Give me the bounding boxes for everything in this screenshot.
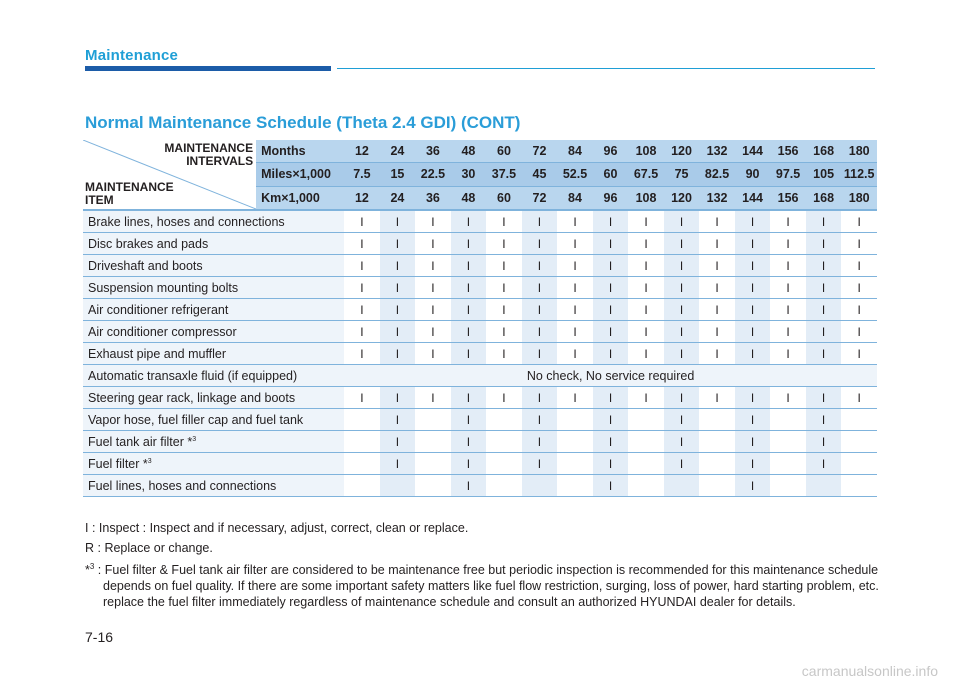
schedule-mark: I: [806, 277, 842, 299]
schedule-mark: I: [735, 299, 771, 321]
schedule-mark: I: [380, 233, 416, 255]
schedule-mark: I: [841, 343, 877, 365]
note-superscript: 3: [89, 562, 95, 571]
schedule-mark: I: [664, 321, 700, 343]
schedule-mark: I: [380, 321, 416, 343]
item-name: Fuel tank air filter *: [88, 434, 193, 449]
schedule-mark: I: [344, 343, 380, 365]
schedule-mark: I: [451, 277, 487, 299]
schedule-mark: [557, 453, 593, 475]
header-label-months: Months: [256, 140, 344, 163]
table-row: [83, 321, 877, 343]
header-value-miles: 15: [380, 163, 416, 186]
schedule-mark: [344, 409, 380, 431]
header-value-miles: 105: [806, 163, 842, 186]
schedule-mark: I: [628, 277, 664, 299]
header-value-km: 144: [735, 186, 771, 210]
schedule-mark: I: [486, 255, 522, 277]
schedule-mark: I: [451, 409, 487, 431]
note-marker: *: [85, 563, 90, 578]
schedule-mark: I: [841, 277, 877, 299]
schedule-mark: I: [593, 255, 629, 277]
header-value-miles: 112.5: [841, 163, 877, 186]
table-row: [83, 233, 877, 255]
schedule-mark: I: [806, 409, 842, 431]
schedule-mark: I: [522, 210, 558, 233]
schedule-mark: I: [344, 210, 380, 233]
schedule-mark: [415, 475, 451, 497]
header-value-months: 36: [415, 140, 451, 163]
header-value-km: 48: [451, 186, 487, 210]
table-row: [83, 365, 877, 387]
schedule-mark: I: [735, 387, 771, 409]
schedule-mark: I: [699, 321, 735, 343]
header-value-months: 180: [841, 140, 877, 163]
schedule-mark: I: [841, 255, 877, 277]
schedule-mark: I: [593, 321, 629, 343]
item-name: Steering gear rack, linkage and boots: [88, 390, 296, 405]
schedule-mark: I: [841, 299, 877, 321]
schedule-mark: I: [699, 299, 735, 321]
corner-header-cell: [83, 140, 256, 210]
schedule-mark: I: [841, 387, 877, 409]
schedule-mark: I: [699, 387, 735, 409]
schedule-mark: I: [557, 255, 593, 277]
schedule-mark: I: [344, 255, 380, 277]
schedule-mark: [415, 431, 451, 453]
legend-note: [85, 559, 885, 610]
schedule-mark: I: [380, 343, 416, 365]
item-name: Fuel filter *: [88, 456, 148, 471]
schedule-mark: I: [770, 387, 806, 409]
schedule-mark: I: [557, 210, 593, 233]
section-rule-light: [337, 68, 875, 69]
schedule-mark: [699, 475, 735, 497]
schedule-mark: I: [522, 321, 558, 343]
schedule-mark: I: [593, 387, 629, 409]
schedule-mark: I: [557, 277, 593, 299]
item-name: Brake lines, hoses and connections: [88, 214, 285, 229]
header-value-miles: 67.5: [628, 163, 664, 186]
schedule-mark: I: [664, 343, 700, 365]
schedule-mark: [841, 431, 877, 453]
header-value-months: 12: [344, 140, 380, 163]
schedule-mark: I: [735, 210, 771, 233]
item-name: Driveshaft and boots: [88, 258, 203, 273]
header-label-km: Km×1,000: [256, 186, 344, 210]
header-value-months: 144: [735, 140, 771, 163]
header-value-miles: 82.5: [699, 163, 735, 186]
schedule-mark: I: [415, 387, 451, 409]
header-value-km: 180: [841, 186, 877, 210]
schedule-mark: I: [451, 387, 487, 409]
header-value-km: 60: [486, 186, 522, 210]
schedule-mark: I: [451, 321, 487, 343]
header-value-km: 120: [664, 186, 700, 210]
header-value-miles: 52.5: [557, 163, 593, 186]
schedule-mark: I: [806, 321, 842, 343]
schedule-mark: I: [380, 299, 416, 321]
schedule-mark: I: [593, 299, 629, 321]
schedule-mark: I: [735, 453, 771, 475]
header-value-months: 120: [664, 140, 700, 163]
schedule-mark: [628, 453, 664, 475]
schedule-mark: I: [557, 233, 593, 255]
header-value-miles: 37.5: [486, 163, 522, 186]
schedule-mark: [486, 409, 522, 431]
schedule-mark: [699, 431, 735, 453]
table-row: [83, 210, 877, 233]
schedule-mark: I: [593, 453, 629, 475]
schedule-mark: I: [593, 343, 629, 365]
item-name-cell: [83, 255, 344, 277]
schedule-mark: I: [806, 233, 842, 255]
schedule-mark: I: [770, 299, 806, 321]
schedule-mark: I: [593, 475, 629, 497]
schedule-mark: I: [522, 233, 558, 255]
schedule-mark: I: [557, 321, 593, 343]
item-name-cell: [83, 321, 344, 343]
schedule-mark: [770, 475, 806, 497]
schedule-mark: I: [699, 255, 735, 277]
schedule-mark: I: [451, 255, 487, 277]
header-value-months: 84: [557, 140, 593, 163]
item-name-cell: [83, 387, 344, 409]
schedule-mark: I: [486, 277, 522, 299]
item-name-cell: [83, 233, 344, 255]
item-name: Disc brakes and pads: [88, 236, 209, 251]
schedule-mark: I: [735, 343, 771, 365]
header-value-km: 36: [415, 186, 451, 210]
header-value-miles: 7.5: [344, 163, 380, 186]
schedule-mark: I: [451, 431, 487, 453]
schedule-mark: I: [699, 233, 735, 255]
schedule-mark: I: [522, 255, 558, 277]
schedule-mark: I: [344, 387, 380, 409]
schedule-mark: I: [628, 387, 664, 409]
item-name: Vapor hose, fuel filler cap and fuel tank: [88, 412, 304, 427]
section-heading: Maintenance: [85, 47, 179, 64]
header-value-miles: 75: [664, 163, 700, 186]
header-value-km: 108: [628, 186, 664, 210]
header-value-miles: 30: [451, 163, 487, 186]
schedule-mark: I: [415, 277, 451, 299]
table-row: [83, 453, 877, 475]
table-row: [83, 409, 877, 431]
schedule-mark: I: [699, 343, 735, 365]
schedule-mark: I: [628, 255, 664, 277]
schedule-mark: [344, 453, 380, 475]
schedule-mark: I: [522, 277, 558, 299]
schedule-mark: I: [806, 453, 842, 475]
schedule-mark: [486, 475, 522, 497]
schedule-mark: I: [486, 343, 522, 365]
schedule-mark: I: [415, 343, 451, 365]
schedule-mark: I: [522, 343, 558, 365]
header-label-miles: Miles×1,000: [256, 163, 344, 186]
note-text: : Fuel filter & Fuel tank air filter are considered to be maintenance free but periodic inspection is recommended for this maintenance schedule depends on fuel quality. If there are some important safety matters like fuel flow restriction, surging, loss of power, hard starting problem, etc. replace the fuel filter immediately regardless of maintenance schedule and consult an authorized HYUNDAI dealer for details.: [94, 563, 879, 610]
schedule-mark: I: [841, 321, 877, 343]
schedule-mark: I: [664, 387, 700, 409]
schedule-mark: I: [415, 255, 451, 277]
schedule-mark: [557, 431, 593, 453]
schedule-mark: I: [593, 210, 629, 233]
table-row: [83, 277, 877, 299]
schedule-mark: [841, 475, 877, 497]
schedule-mark: I: [344, 277, 380, 299]
schedule-mark: [841, 409, 877, 431]
schedule-mark: I: [806, 255, 842, 277]
header-value-km: 12: [344, 186, 380, 210]
schedule-mark: I: [628, 321, 664, 343]
schedule-mark: I: [522, 409, 558, 431]
schedule-mark: I: [415, 210, 451, 233]
schedule-mark: I: [486, 233, 522, 255]
schedule-mark: I: [486, 321, 522, 343]
schedule-mark: [344, 431, 380, 453]
item-name-cell: [83, 431, 344, 453]
schedule-mark: I: [806, 387, 842, 409]
table-row: [83, 299, 877, 321]
schedule-mark: [770, 409, 806, 431]
item-footnote-superscript: 3: [192, 435, 197, 443]
corner-item-label: MAINTENANCE ITEM: [85, 180, 174, 207]
schedule-mark: I: [628, 343, 664, 365]
table-row: [83, 343, 877, 365]
schedule-mark: [770, 453, 806, 475]
schedule-mark: I: [628, 233, 664, 255]
schedule-mark: I: [664, 453, 700, 475]
schedule-mark: I: [664, 210, 700, 233]
item-name-cell: [83, 277, 344, 299]
schedule-mark: I: [522, 453, 558, 475]
schedule-mark: I: [451, 453, 487, 475]
schedule-mark: I: [344, 299, 380, 321]
schedule-mark: I: [806, 210, 842, 233]
header-value-months: 24: [380, 140, 416, 163]
schedule-mark: I: [593, 277, 629, 299]
item-footnote-superscript: 3: [147, 457, 152, 465]
schedule-mark: [628, 475, 664, 497]
schedule-mark: I: [664, 431, 700, 453]
schedule-mark: I: [486, 210, 522, 233]
page-title: Normal Maintenance Schedule (Theta 2.4 GDI) (CONT): [85, 113, 521, 132]
schedule-mark: [522, 475, 558, 497]
schedule-mark: I: [557, 387, 593, 409]
item-name: Exhaust pipe and muffler: [88, 346, 227, 361]
schedule-mark: [699, 453, 735, 475]
schedule-mark: I: [806, 431, 842, 453]
item-name-cell: [83, 365, 344, 387]
schedule-mark: [344, 475, 380, 497]
table-row: [83, 431, 877, 453]
schedule-mark: [415, 409, 451, 431]
item-name-cell: [83, 475, 344, 497]
schedule-mark: [699, 409, 735, 431]
header-value-months: 108: [628, 140, 664, 163]
schedule-mark: I: [770, 321, 806, 343]
schedule-mark: I: [735, 409, 771, 431]
schedule-mark: I: [451, 475, 487, 497]
header-value-months: 168: [806, 140, 842, 163]
schedule-mark: I: [770, 255, 806, 277]
schedule-mark: I: [522, 387, 558, 409]
schedule-mark: I: [380, 387, 416, 409]
schedule-mark: I: [664, 409, 700, 431]
header-value-months: 132: [699, 140, 735, 163]
schedule-mark: [557, 409, 593, 431]
schedule-mark: I: [770, 210, 806, 233]
section-rule-dark: [85, 66, 331, 71]
schedule-mark: I: [557, 299, 593, 321]
schedule-mark: I: [344, 233, 380, 255]
item-name-cell: [83, 343, 344, 365]
schedule-mark: I: [451, 233, 487, 255]
schedule-mark: [628, 409, 664, 431]
table-row: [83, 387, 877, 409]
schedule-mark: I: [806, 343, 842, 365]
schedule-mark: I: [664, 233, 700, 255]
header-value-months: 96: [593, 140, 629, 163]
schedule-mark: I: [380, 210, 416, 233]
schedule-mark: I: [593, 431, 629, 453]
header-value-km: 72: [522, 186, 558, 210]
schedule-mark: I: [380, 277, 416, 299]
schedule-mark: [486, 431, 522, 453]
header-value-months: 72: [522, 140, 558, 163]
schedule-mark: [664, 475, 700, 497]
schedule-mark: I: [380, 431, 416, 453]
item-name-cell: [83, 210, 344, 233]
header-value-months: 48: [451, 140, 487, 163]
table-row: [83, 475, 877, 497]
schedule-mark: I: [380, 255, 416, 277]
table-row: [83, 255, 877, 277]
header-value-km: 84: [557, 186, 593, 210]
schedule-mark: I: [557, 343, 593, 365]
item-name: Air conditioner refrigerant: [88, 302, 229, 317]
watermark: carmanualsonline.info: [801, 663, 938, 679]
no-service-note: No check, No service required: [344, 365, 877, 387]
maintenance-schedule-table: [83, 140, 877, 497]
schedule-mark: I: [593, 409, 629, 431]
schedule-mark: I: [664, 299, 700, 321]
header-value-km: 168: [806, 186, 842, 210]
schedule-mark: I: [841, 210, 877, 233]
schedule-mark: I: [415, 321, 451, 343]
schedule-mark: I: [806, 299, 842, 321]
schedule-mark: I: [770, 277, 806, 299]
schedule-mark: I: [770, 343, 806, 365]
header-value-miles: 97.5: [770, 163, 806, 186]
schedule-mark: I: [415, 299, 451, 321]
schedule-mark: [380, 475, 416, 497]
header-value-km: 96: [593, 186, 629, 210]
schedule-mark: I: [486, 387, 522, 409]
schedule-mark: I: [735, 321, 771, 343]
item-name-cell: [83, 453, 344, 475]
header-value-months: 156: [770, 140, 806, 163]
header-value-km: 24: [380, 186, 416, 210]
schedule-mark: I: [699, 277, 735, 299]
schedule-mark: I: [735, 431, 771, 453]
schedule-mark: I: [770, 233, 806, 255]
item-name: Suspension mounting bolts: [88, 280, 239, 295]
schedule-mark: I: [522, 299, 558, 321]
schedule-mark: [841, 453, 877, 475]
schedule-mark: I: [664, 255, 700, 277]
page-number: 7-16: [85, 629, 114, 645]
schedule-mark: I: [344, 321, 380, 343]
header-value-miles: 22.5: [415, 163, 451, 186]
corner-intervals-label: MAINTENANCE INTERVALS: [164, 141, 254, 168]
item-name: Fuel lines, hoses and connections: [88, 478, 277, 493]
schedule-mark: [770, 431, 806, 453]
schedule-mark: I: [699, 210, 735, 233]
schedule-mark: I: [380, 409, 416, 431]
schedule-mark: I: [486, 299, 522, 321]
legend-inspect: I : Inspect : Inspect and if necessary, adjust, correct, clean or replace.: [85, 521, 469, 535]
schedule-mark: [557, 475, 593, 497]
header-row-months: [83, 140, 877, 163]
schedule-mark: I: [628, 299, 664, 321]
schedule-mark: I: [451, 210, 487, 233]
header-value-miles: 60: [593, 163, 629, 186]
schedule-mark: [628, 431, 664, 453]
schedule-mark: I: [451, 299, 487, 321]
header-value-miles: 45: [522, 163, 558, 186]
schedule-mark: I: [841, 233, 877, 255]
schedule-mark: I: [628, 210, 664, 233]
header-value-km: 156: [770, 186, 806, 210]
schedule-mark: I: [380, 453, 416, 475]
schedule-mark: I: [451, 343, 487, 365]
schedule-mark: I: [415, 233, 451, 255]
item-name: Air conditioner compressor: [88, 324, 237, 339]
item-name-cell: [83, 299, 344, 321]
legend-replace: R : Replace or change.: [85, 541, 213, 555]
header-value-miles: 90: [735, 163, 771, 186]
schedule-mark: I: [593, 233, 629, 255]
schedule-mark: [486, 453, 522, 475]
schedule-mark: [806, 475, 842, 497]
schedule-mark: [415, 453, 451, 475]
schedule-mark: I: [664, 277, 700, 299]
header-value-km: 132: [699, 186, 735, 210]
header-value-months: 60: [486, 140, 522, 163]
item-name-cell: [83, 409, 344, 431]
item-name: Automatic transaxle fluid (if equipped): [88, 368, 298, 383]
schedule-mark: I: [735, 255, 771, 277]
schedule-mark: I: [735, 277, 771, 299]
schedule-mark: I: [735, 475, 771, 497]
schedule-mark: I: [522, 431, 558, 453]
schedule-mark: I: [735, 233, 771, 255]
